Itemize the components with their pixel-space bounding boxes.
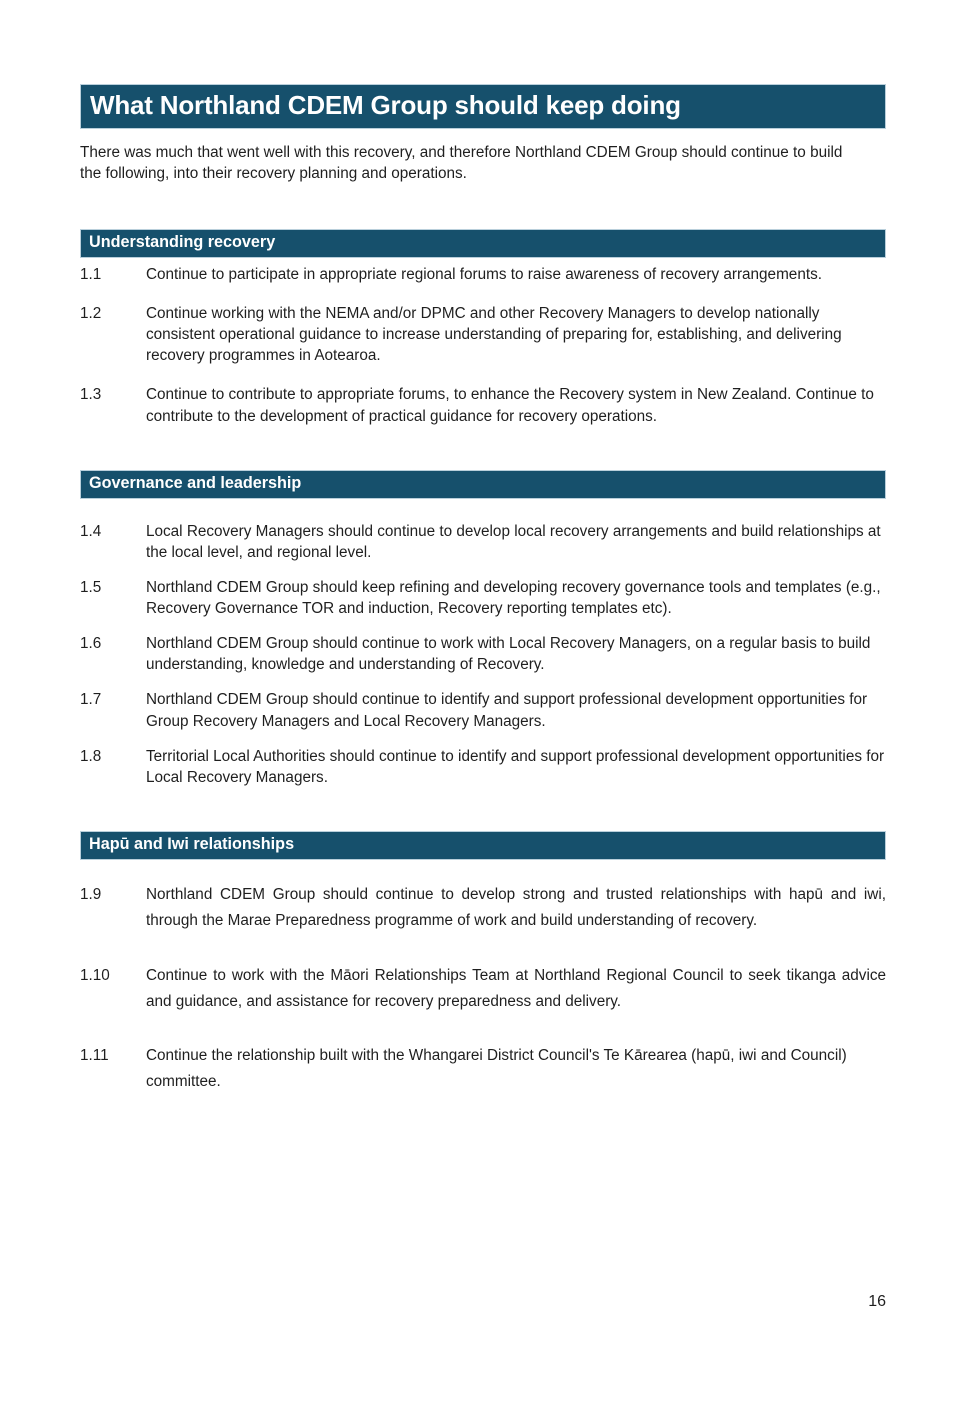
section-item-list (80, 521, 886, 788)
list-item (80, 746, 886, 788)
section-hapu-and-iwi-relationships (80, 831, 886, 1096)
section-heading-banner (80, 470, 886, 499)
list-item (80, 963, 886, 1016)
page-number: 16 (868, 1293, 886, 1310)
section-item-list (80, 882, 886, 1096)
section-heading-banner (80, 229, 886, 258)
list-item-number: 1.7 (80, 691, 102, 709)
page-title-banner (80, 84, 886, 129)
section-heading-banner (80, 831, 886, 860)
section-item-list (80, 264, 886, 427)
list-item-text: Continue to contribute to appropriate forums, to enhance the Recovery system in New Zealand. Continue to contribute to the development of practical guidance for recovery operations. (146, 386, 874, 425)
section-heading-label: Governance and leadership (89, 473, 302, 492)
list-item-number: 1.9 (80, 885, 102, 903)
list-item (80, 689, 886, 731)
list-item-number: 1.4 (80, 522, 102, 540)
list-item-text: Northland CDEM Group should continue to identify and support professional development opportunities for Group Recovery Managers and Local Recovery Managers. (146, 691, 868, 730)
section-governance-and-leadership (80, 470, 886, 788)
page-title: What Northland CDEM Group should keep doing (90, 90, 681, 120)
list-item (80, 264, 886, 285)
section-heading-label: Understanding recovery (89, 232, 276, 251)
section-heading-label: Hapū and Iwi relationships (89, 834, 295, 853)
list-item-text: Continue the relationship built with the Whangarei District Council's Te Kārearea (hapū, iwi and Council) committee. (146, 1047, 847, 1091)
page-content (80, 84, 886, 1096)
list-item (80, 384, 886, 426)
list-item (80, 577, 886, 619)
intro-paragraph: There was much that went well with this recovery, and therefore Northland CDEM Group should continue to build the following, into their recovery planning and operations. (80, 144, 843, 183)
list-item (80, 303, 886, 366)
list-item-text: Continue to participate in appropriate regional forums to raise awareness of recovery arrangements. (146, 266, 822, 283)
list-item-number: 1.10 (80, 966, 110, 984)
list-item-number: 1.8 (80, 747, 102, 765)
list-item-number: 1.5 (80, 578, 102, 596)
list-item (80, 521, 886, 563)
list-item-number: 1.6 (80, 635, 102, 653)
list-item-number: 1.3 (80, 386, 102, 404)
list-item (80, 882, 886, 935)
list-item-number: 1.2 (80, 305, 102, 323)
list-item (80, 633, 886, 675)
list-item-text: Continue to work with the Māori Relationships Team at Northland Regional Council to seek tikanga advice and guidance, and assistance for recovery preparedness and delivery. (146, 966, 886, 1010)
list-item-text: Northland CDEM Group should continue to develop strong and trusted relationships with hapū and iwi, through the Marae Preparedness programme of work and build understanding of recovery. (146, 885, 886, 930)
section-understanding-recovery (80, 229, 886, 427)
list-item-text: Northland CDEM Group should keep refining and developing recovery governance tools and templates (e.g., Recovery Governance TOR and induction, Recovery reporting templates etc). (146, 578, 881, 618)
list-item (80, 1043, 886, 1096)
list-item-text: Continue working with the NEMA and/or DPMC and other Recovery Managers to develop nationally consistent operational guidance to increase understanding of preparing for, establishing, and delivering recovery programmes in Aotearoa. (146, 305, 842, 365)
list-item-number: 1.1 (80, 266, 102, 283)
list-item-number: 1.11 (80, 1047, 109, 1065)
list-item-text: Local Recovery Managers should continue to develop local recovery arrangements and build relationships at the local level, and regional level. (146, 522, 881, 561)
list-item-text: Northland CDEM Group should continue to work with Local Recovery Managers, on a regular basis to build understanding, knowledge and understanding of Recovery. (146, 635, 871, 674)
list-item-text: Territorial Local Authorities should continue to identify and support professional development opportunities for Local Recovery Managers. (146, 747, 885, 786)
